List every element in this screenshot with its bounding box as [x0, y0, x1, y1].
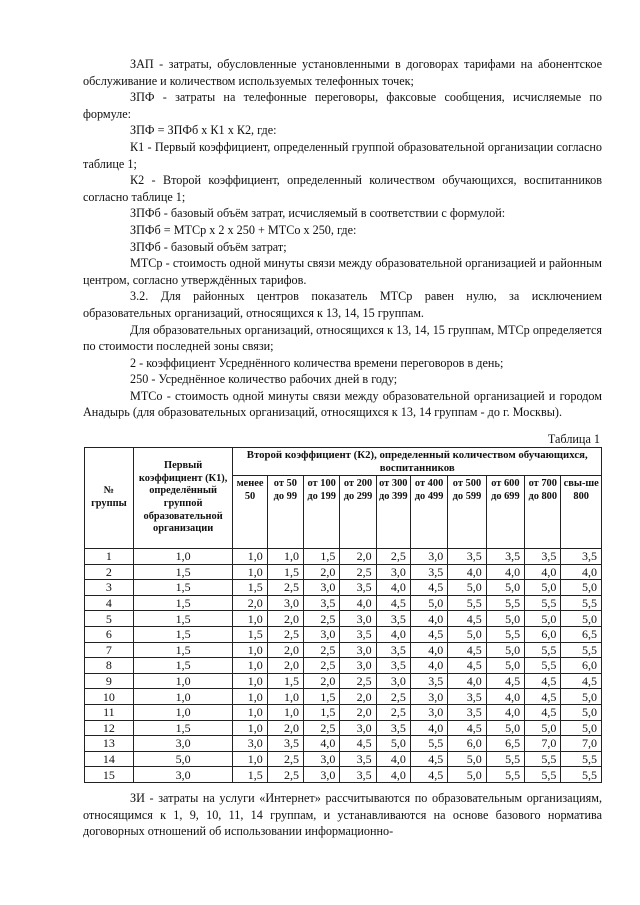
k2-cell: 4,0 — [448, 564, 486, 580]
k1-cell: 1,5 — [133, 564, 233, 580]
table-row — [85, 689, 602, 705]
k2-cell: 2,5 — [304, 611, 340, 627]
k2-cell: 2,5 — [304, 658, 340, 674]
k2-cell: 5,0 — [525, 611, 561, 627]
k2-cell: 2,5 — [304, 642, 340, 658]
paragraph-mtsr: МТСр - стоимость одной минуты связи между образовательной организацией и районным центром, согласно утверждённых тарифов. — [83, 256, 602, 287]
coefficient-table — [84, 447, 602, 783]
k2-cell: 1,0 — [233, 689, 267, 705]
k2-cell: 1,5 — [233, 626, 267, 642]
paragraph-k2: К2 - Второй коэффициент, определенный количеством обучающихся, воспитанников согласно таблице 1; — [83, 173, 602, 204]
k2-cell: 4,0 — [304, 736, 340, 752]
k2-cell: 1,0 — [233, 720, 267, 736]
k2-cell: 5,0 — [448, 767, 486, 783]
k1-cell: 3,0 — [133, 736, 233, 752]
k2-cell: 5,5 — [525, 767, 561, 783]
k2-cell: 4,0 — [448, 673, 486, 689]
k2-cell: 2,0 — [233, 595, 267, 611]
k2-cell: 6,0 — [525, 626, 561, 642]
paragraph-mtso: МТСо - стоимость одной минуты связи между образовательной организацией и городом Анадырь (для образовательных организаций, относящихся к 13, 14 группам - до г. Москвы). — [83, 388, 602, 420]
table-row — [85, 751, 602, 767]
k2-cell: 3,5 — [448, 549, 486, 565]
k2-cell: 5,0 — [561, 704, 602, 720]
k1-cell: 1,5 — [133, 626, 233, 642]
table-row — [85, 595, 602, 611]
k2-cell: 3,5 — [267, 736, 303, 752]
table-row — [85, 642, 602, 658]
k2-cell: 4,0 — [410, 720, 447, 736]
group-number-cell: 2 — [85, 564, 134, 580]
k1-cell: 1,0 — [133, 673, 233, 689]
k2-cell: 5,5 — [525, 642, 561, 658]
group-number-cell: 9 — [85, 673, 134, 689]
k2-cell: 2,5 — [376, 549, 410, 565]
k2-cell: 4,0 — [561, 564, 602, 580]
paragraph-mtsr-zone: Для образовательных организаций, относящихся к 13, 14, 15 группам, МТСр определяется по стоимости последней зоны связи; — [83, 322, 602, 354]
k2-cell: 3,0 — [410, 704, 447, 720]
k2-cell: 4,0 — [410, 642, 447, 658]
k2-cell: 3,5 — [410, 564, 447, 580]
k2-cell: 3,5 — [410, 673, 447, 689]
k2-cell: 5,0 — [486, 611, 524, 627]
group-number-cell: 10 — [85, 689, 134, 705]
k2-cell: 1,0 — [267, 689, 303, 705]
k1-cell: 1,0 — [133, 689, 233, 705]
group-number-cell: 1 — [85, 549, 134, 565]
k1-cell: 1,5 — [133, 642, 233, 658]
k2-cell: 4,5 — [340, 736, 376, 752]
k2-cell: 1,5 — [267, 564, 303, 580]
header-k1: Первый коэффициент (К1), определённый группой образовательной организации — [133, 448, 233, 549]
table-row — [85, 658, 602, 674]
k2-cell: 2,0 — [304, 673, 340, 689]
k2-cell: 3,5 — [448, 704, 486, 720]
k2-cell: 6,0 — [448, 736, 486, 752]
header-range-cell: менее 50 — [233, 476, 267, 549]
k2-cell: 3,5 — [525, 549, 561, 565]
table-row — [85, 704, 602, 720]
k2-cell: 5,0 — [486, 642, 524, 658]
k2-cell: 1,0 — [233, 549, 267, 565]
k2-cell: 1,0 — [233, 658, 267, 674]
group-number-cell: 4 — [85, 595, 134, 611]
k2-cell: 5,5 — [448, 595, 486, 611]
k2-cell: 3,5 — [340, 580, 376, 596]
k2-cell: 1,5 — [267, 673, 303, 689]
k2-cell: 5,0 — [525, 720, 561, 736]
formula-zpfb: ЗПФб = МТСр х 2 х 250 + МТСо х 250, где: — [130, 222, 357, 237]
table-row — [85, 736, 602, 752]
k2-cell: 3,5 — [340, 767, 376, 783]
group-number-cell: 6 — [85, 626, 134, 642]
group-number-cell: 15 — [85, 767, 134, 783]
k2-cell: 4,0 — [486, 564, 524, 580]
k2-cell: 5,0 — [525, 580, 561, 596]
k2-cell: 5,5 — [561, 595, 602, 611]
k2-cell: 1,5 — [233, 580, 267, 596]
k2-cell: 4,5 — [448, 642, 486, 658]
k2-cell: 5,5 — [486, 767, 524, 783]
k2-cell: 2,5 — [267, 767, 303, 783]
k2-cell: 2,0 — [340, 689, 376, 705]
k2-cell: 5,5 — [561, 767, 602, 783]
k2-cell: 2,0 — [304, 564, 340, 580]
k2-cell: 3,0 — [304, 580, 340, 596]
header-range-cell: от 400 до 499 — [410, 476, 447, 549]
k2-cell: 5,5 — [525, 595, 561, 611]
k2-cell: 5,0 — [486, 580, 524, 596]
k2-cell: 3,0 — [267, 595, 303, 611]
k2-cell: 5,5 — [561, 642, 602, 658]
table-row — [85, 626, 602, 642]
k2-cell: 1,5 — [304, 704, 340, 720]
k2-cell: 2,0 — [340, 704, 376, 720]
k2-cell: 4,0 — [376, 580, 410, 596]
k1-cell: 1,5 — [133, 658, 233, 674]
k1-cell: 1,5 — [133, 720, 233, 736]
k2-cell: 4,5 — [561, 673, 602, 689]
k1-cell: 1,5 — [133, 611, 233, 627]
table-row — [85, 564, 602, 580]
k2-cell: 4,0 — [376, 626, 410, 642]
k2-cell: 1,0 — [233, 642, 267, 658]
group-number-cell: 5 — [85, 611, 134, 627]
k2-cell: 2,5 — [340, 564, 376, 580]
k2-cell: 1,0 — [233, 673, 267, 689]
k2-cell: 6,5 — [561, 626, 602, 642]
k2-cell: 5,0 — [561, 580, 602, 596]
k2-cell: 4,5 — [486, 673, 524, 689]
k2-cell: 5,0 — [561, 611, 602, 627]
header-range-cell: от 50 до 99 — [267, 476, 303, 549]
paragraph-zpfb-def: ЗПФб - базовый объём затрат; — [130, 239, 287, 254]
k2-cell: 6,5 — [486, 736, 524, 752]
k2-cell: 3,5 — [486, 549, 524, 565]
k2-cell: 1,0 — [267, 549, 303, 565]
k1-cell: 5,0 — [133, 751, 233, 767]
header-range-cell: от 200 до 299 — [340, 476, 376, 549]
k2-cell: 5,0 — [561, 720, 602, 736]
formula-zpf: ЗПФ = ЗПФб х К1 х К2, где: — [130, 123, 277, 138]
table-row — [85, 549, 602, 565]
k2-cell: 1,0 — [233, 704, 267, 720]
k2-cell: 4,5 — [525, 704, 561, 720]
k2-cell: 2,5 — [304, 720, 340, 736]
k2-cell: 4,0 — [410, 611, 447, 627]
k2-cell: 5,5 — [486, 751, 524, 767]
k2-cell: 3,0 — [410, 549, 447, 565]
group-number-cell: 13 — [85, 736, 134, 752]
table-row — [85, 580, 602, 596]
k2-cell: 5,5 — [410, 736, 447, 752]
paragraph-zi: ЗИ - затраты на услуги «Интернет» рассчитываются по образовательным организациям, относящимся к 1, 9, 10, 11, 14 группам, и устанавливаются на основе базового норматива договорных отношений об использовании информационно- — [83, 791, 602, 839]
k2-cell: 7,0 — [525, 736, 561, 752]
k2-cell: 3,5 — [376, 642, 410, 658]
k2-cell: 3,0 — [304, 751, 340, 767]
k2-cell: 3,5 — [304, 595, 340, 611]
k2-cell: 3,5 — [376, 720, 410, 736]
header-range-cell: от 100 до 199 — [304, 476, 340, 549]
k2-cell: 1,5 — [304, 549, 340, 565]
k2-cell: 4,5 — [410, 580, 447, 596]
k2-cell: 3,5 — [376, 658, 410, 674]
k2-cell: 1,5 — [233, 767, 267, 783]
k2-cell: 4,5 — [448, 720, 486, 736]
k2-cell: 2,5 — [267, 580, 303, 596]
k2-cell: 4,0 — [486, 704, 524, 720]
k2-cell: 3,5 — [376, 611, 410, 627]
k2-cell: 3,5 — [340, 751, 376, 767]
k2-cell: 2,0 — [267, 720, 303, 736]
header-range-cell: от 600 до 699 — [486, 476, 524, 549]
header-range-cell: от 300 до 399 — [376, 476, 410, 549]
k2-cell: 3,0 — [340, 658, 376, 674]
k2-cell: 4,0 — [525, 564, 561, 580]
k2-cell: 4,5 — [448, 611, 486, 627]
k2-cell: 4,5 — [525, 673, 561, 689]
k2-cell: 5,0 — [410, 595, 447, 611]
header-range-cell: от 500 до 599 — [448, 476, 486, 549]
group-number-cell: 7 — [85, 642, 134, 658]
group-number-cell: 12 — [85, 720, 134, 736]
k2-cell: 5,5 — [561, 751, 602, 767]
k2-cell: 4,5 — [525, 689, 561, 705]
k1-cell: 1,0 — [133, 549, 233, 565]
k2-cell: 4,5 — [410, 751, 447, 767]
k2-cell: 3,0 — [376, 673, 410, 689]
k2-cell: 5,0 — [448, 751, 486, 767]
k2-cell: 4,5 — [410, 767, 447, 783]
k2-cell: 3,0 — [376, 564, 410, 580]
k2-cell: 4,0 — [376, 767, 410, 783]
k2-cell: 2,5 — [376, 689, 410, 705]
k1-cell: 1,5 — [133, 595, 233, 611]
k2-cell: 3,0 — [340, 611, 376, 627]
group-number-cell: 3 — [85, 580, 134, 596]
k2-cell: 3,5 — [448, 689, 486, 705]
k2-cell: 6,0 — [561, 658, 602, 674]
k2-cell: 2,0 — [267, 658, 303, 674]
header-k2: Второй коэффициент (К2), определенный количеством обучающихся, воспитанников — [233, 448, 602, 476]
body-text — [83, 56, 602, 421]
k2-cell: 4,0 — [410, 658, 447, 674]
k2-cell: 7,0 — [561, 736, 602, 752]
table-row — [85, 767, 602, 783]
header-group-number: № группы — [85, 448, 134, 549]
group-number-cell: 14 — [85, 751, 134, 767]
k2-cell: 5,0 — [561, 689, 602, 705]
paragraph-zap: ЗАП - затраты, обусловленные установленными в договорах тарифами на абонентское обслуживание и количеством используемых телефонных точек; — [83, 57, 602, 88]
k2-cell: 3,0 — [410, 689, 447, 705]
k2-cell: 1,0 — [233, 611, 267, 627]
k2-cell: 4,5 — [376, 595, 410, 611]
k2-cell: 5,0 — [448, 626, 486, 642]
k2-cell: 2,0 — [267, 642, 303, 658]
footer-text — [83, 790, 602, 840]
k2-cell: 1,5 — [304, 689, 340, 705]
k2-cell: 2,5 — [376, 704, 410, 720]
k2-cell: 5,0 — [376, 736, 410, 752]
k2-cell: 3,0 — [340, 720, 376, 736]
k2-cell: 3,0 — [340, 642, 376, 658]
table-caption: Таблица 1 — [547, 432, 600, 446]
header-range-cell: свы-ше 800 — [561, 476, 602, 549]
table-row — [85, 611, 602, 627]
k2-cell: 5,5 — [525, 751, 561, 767]
k2-cell: 4,5 — [448, 658, 486, 674]
k2-cell: 5,0 — [448, 580, 486, 596]
paragraph-3-2: 3.2. Для районных центров показатель МТСр равен нулю, за исключением образовательных организаций, относящихся к 13, 14, 15 группам. — [83, 289, 602, 320]
paragraph-zpf: ЗПФ - затраты на телефонные переговоры, факсовые сообщения, исчисляемые по формуле: — [83, 90, 602, 121]
group-number-cell: 11 — [85, 704, 134, 720]
k2-cell: 2,5 — [340, 673, 376, 689]
k2-cell: 1,0 — [233, 564, 267, 580]
paragraph-zpfb: ЗПФб - базовый объём затрат, исчисляемый в соответствии с формулой: — [130, 206, 506, 221]
k2-cell: 3,0 — [304, 767, 340, 783]
k2-cell: 5,5 — [486, 595, 524, 611]
table-row — [85, 673, 602, 689]
k1-cell: 1,5 — [133, 580, 233, 596]
k2-cell: 1,0 — [233, 751, 267, 767]
k2-cell: 4,0 — [340, 595, 376, 611]
k2-cell: 4,0 — [376, 751, 410, 767]
table-row — [85, 720, 602, 736]
k2-cell: 5,0 — [486, 658, 524, 674]
k2-cell: 4,0 — [486, 689, 524, 705]
k2-cell: 5,5 — [525, 658, 561, 674]
k2-cell: 3,0 — [304, 626, 340, 642]
paragraph-coef-2: 2 - коэффициент Усреднённого количества времени переговоров в день; — [130, 355, 504, 370]
paragraph-250: 250 - Усреднённое количество рабочих дней в году; — [130, 372, 398, 387]
k2-cell: 2,0 — [267, 611, 303, 627]
paragraph-k1: К1 - Первый коэффициент, определенный группой образовательной организации согласно таблице 1; — [83, 139, 602, 171]
header-range-cell: от 700 до 800 — [525, 476, 561, 549]
k2-cell: 3,5 — [340, 626, 376, 642]
k2-cell: 2,5 — [267, 751, 303, 767]
table-body — [85, 549, 602, 783]
k2-cell: 2,0 — [340, 549, 376, 565]
k2-cell: 4,5 — [410, 626, 447, 642]
k2-cell: 3,5 — [561, 549, 602, 565]
k2-cell: 5,5 — [486, 626, 524, 642]
k1-cell: 1,0 — [133, 704, 233, 720]
group-number-cell: 8 — [85, 658, 134, 674]
k2-cell: 3,0 — [233, 736, 267, 752]
k2-cell: 5,0 — [486, 720, 524, 736]
k2-cell: 1,0 — [267, 704, 303, 720]
k1-cell: 3,0 — [133, 767, 233, 783]
k2-cell: 2,5 — [267, 626, 303, 642]
